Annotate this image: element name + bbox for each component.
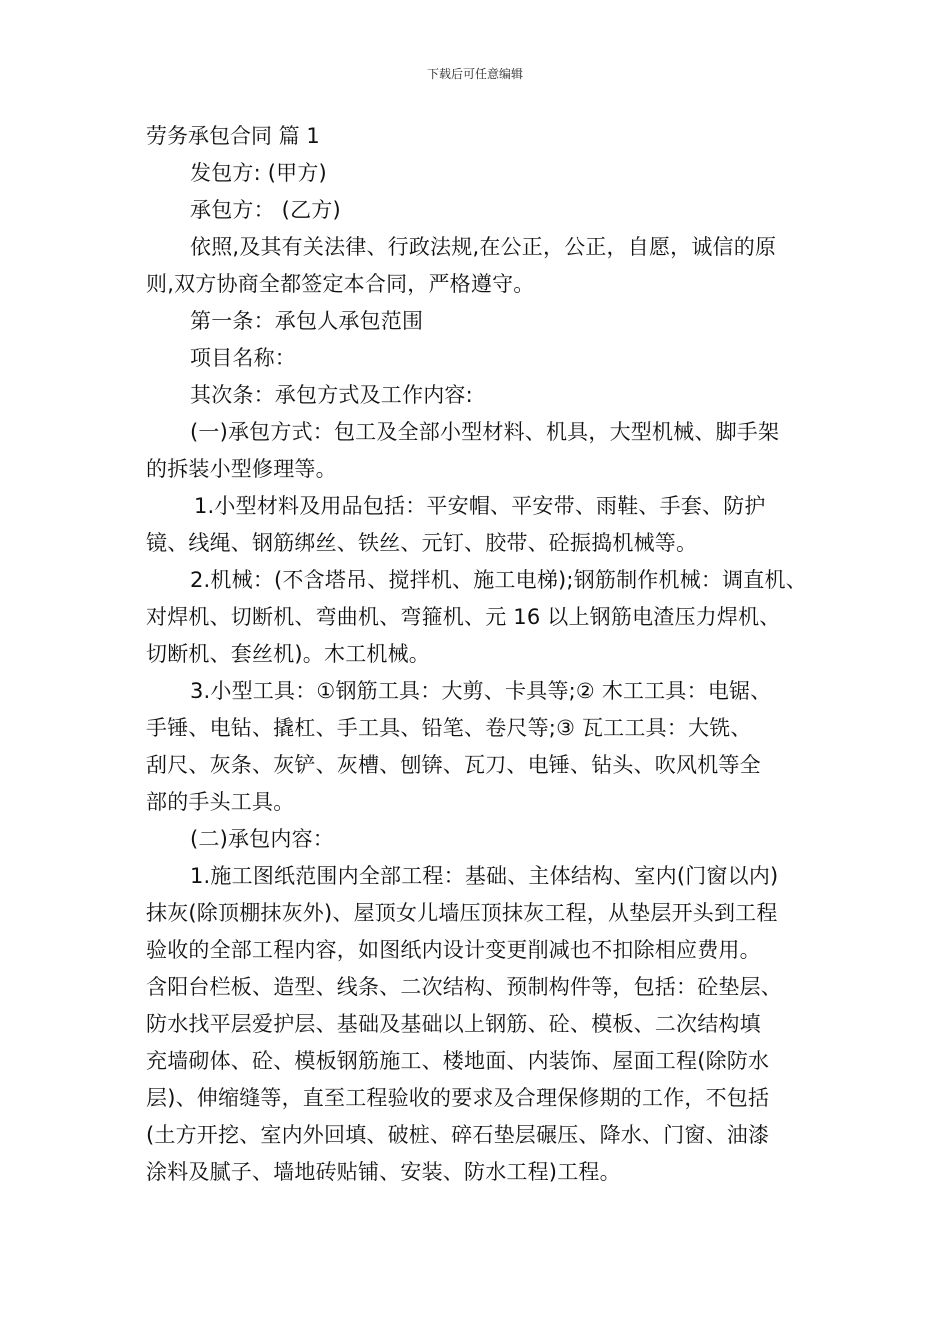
- text-line: 项目名称：: [190, 346, 296, 370]
- text-line: 验收的全部工程内容，如图纸内设计变更削减也不扣除相应费用。: [146, 938, 761, 962]
- text-line: 刮尺、灰条、灰铲、灰槽、刨锛、瓦刀、电锤、钻头、吹风机等全: [146, 753, 761, 777]
- text-line: 镜、线绳、钢筋绑丝、铁丝、元钉、胶带、砼振捣机械等。: [146, 531, 698, 555]
- text-line: 切断机、套丝机)。木工机械。: [146, 642, 430, 666]
- document-lines: [146, 155, 836, 1191]
- document-title: 劳务承包合同 篇 1: [146, 124, 320, 148]
- text-line: 防水找平层爱护层、基础及基础以上钢筋、砼、模板、二次结构填: [146, 1012, 761, 1036]
- text-line: 充墙砌体、砼、模板钢筋施工、楼地面、内装饰、屋面工程(除防水: [146, 1049, 770, 1073]
- text-line: 3.小型工具：①钢筋工具：大剪、卡具等;② 木工工具：电锯、: [190, 679, 772, 703]
- document-body: [146, 118, 836, 1191]
- text-line: 手锤、电钻、撬杠、手工具、铅笔、卷尺等;③ 瓦工工具：大铣、: [146, 716, 752, 740]
- text-line: 承包方： (乙方): [190, 198, 341, 222]
- text-line: 部的手头工具。: [146, 790, 295, 814]
- text-line: 发包方: (甲方): [190, 161, 327, 185]
- text-line: 层)、伸缩缝等，直至工程验收的要求及合理保修期的工作，不包括: [146, 1086, 770, 1110]
- text-line: 依照,及其有关法律、行政法规,在公正，公正，自愿，诚信的原: [190, 235, 777, 259]
- text-line: 2.机械：(不含塔吊、搅拌机、施工电梯);钢筋制作机械：调直机、: [190, 568, 807, 592]
- text-line: (土方开挖、室内外回填、破桩、碎石垫层碾压、降水、门窗、油漆: [146, 1123, 770, 1147]
- text-line: 则,双方协商全都签定本合同，严格遵守。: [146, 272, 535, 296]
- text-line: (一)承包方式：包工及全部小型材料、机具，大型机械、脚手架: [190, 420, 780, 444]
- text-line: 第一条：承包人承包范围: [190, 309, 424, 333]
- text-line: 1.小型材料及用品包括：平安帽、平安带、雨鞋、手套、防护: [194, 494, 766, 518]
- text-line: 其次条：承包方式及工作内容:: [190, 383, 473, 407]
- text-line: 涂料及腻子、墙地砖贴铺、安装、防水工程)工程。: [146, 1160, 621, 1184]
- text-line: 的拆装小型修理等。: [146, 457, 337, 481]
- text-line: 抹灰(除顶棚抹灰外)、屋顶女儿墙压顶抹灰工程，从垫层开头到工程: [146, 901, 778, 925]
- page-header-note: 下载后可任意编辑: [426, 67, 523, 81]
- text-line: 含阳台栏板、造型、线条、二次结构、预制构件等，包括：砼垫层、: [146, 975, 782, 999]
- text-line: (二)承包内容：: [190, 827, 334, 851]
- text-line: 对焊机、切断机、弯曲机、弯箍机、元 16 以上钢筋电渣压力焊机、: [146, 605, 781, 629]
- text-line: 1.施工图纸范围内全部工程：基础、主体结构、室内(门窗以内): [190, 864, 779, 888]
